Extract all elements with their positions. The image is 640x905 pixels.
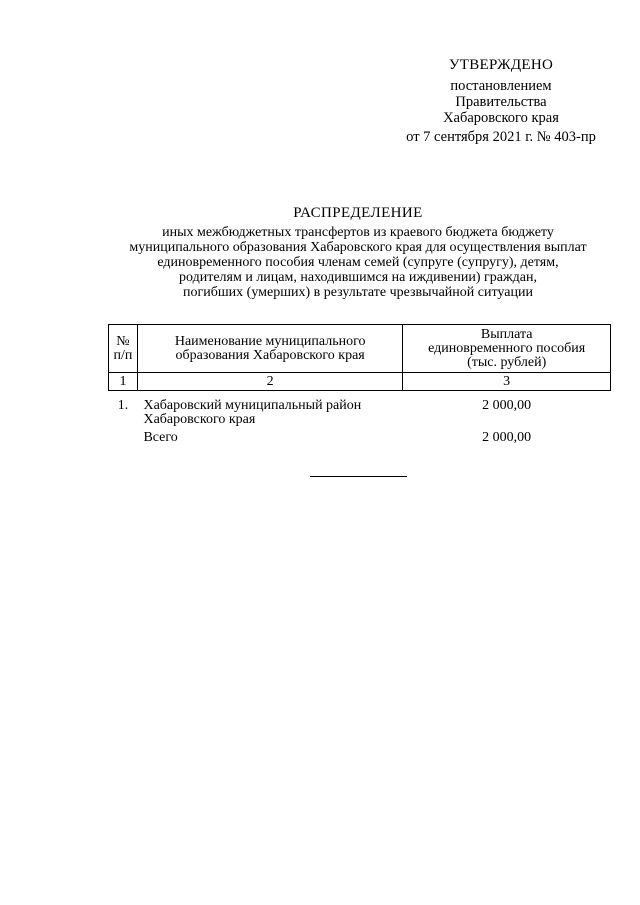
row-amount: 2 000,00 bbox=[482, 398, 532, 413]
approval-line-region: Хабаровского края bbox=[443, 110, 559, 126]
end-of-document-rule bbox=[310, 476, 407, 477]
approval-date: от 7 сентября 2021 г. № 403-пр bbox=[406, 129, 596, 145]
table-header-row bbox=[109, 325, 611, 373]
column-number-cell: 1 bbox=[109, 373, 138, 391]
header-amount bbox=[403, 325, 611, 373]
subtitle-line: погибших (умерших) в результате чрезвычайной ситуации bbox=[183, 285, 533, 300]
subtitle-line: единовременного пособия членам семей (супруге (супругу), детям, bbox=[157, 255, 559, 270]
total-number-empty bbox=[109, 427, 138, 445]
header-municipality bbox=[137, 325, 402, 373]
document-subtitle bbox=[100, 225, 616, 300]
approval-stamp bbox=[395, 57, 607, 145]
document-title-block bbox=[100, 204, 616, 300]
approval-heading: УТВЕРЖДЕНО bbox=[448, 57, 554, 73]
header-number-line2: п/п bbox=[113, 347, 133, 363]
table-row bbox=[109, 391, 611, 428]
header-municipality-line1: Наименование муниципального bbox=[174, 333, 366, 349]
total-amount: 2 000,00 bbox=[482, 430, 532, 445]
row-municipality-line1: Хабаровский муниципальный район bbox=[143, 398, 362, 413]
subtitle-line: родителям и лицам, находившимся на иждивении) граждан, bbox=[179, 270, 537, 285]
approval-line-government: Правительства bbox=[455, 94, 547, 110]
subtitle-line: иных межбюджетных трансфертов из краевого бюджета бюджету bbox=[162, 225, 554, 240]
header-amount-line3: (тыс. рублей) bbox=[467, 354, 547, 370]
column-number-cell: 2 bbox=[137, 373, 402, 391]
total-label: Всего bbox=[143, 430, 178, 445]
header-municipality-line2: образования Хабаровского края bbox=[175, 347, 365, 363]
document-title: РАСПРЕДЕЛЕНИЕ bbox=[293, 205, 423, 221]
row-municipality bbox=[137, 391, 402, 428]
row-municipality-line2: Хабаровского края bbox=[143, 412, 256, 427]
total-row bbox=[109, 427, 611, 445]
distribution-table bbox=[108, 324, 611, 445]
subtitle-line: муниципального образования Хабаровского края для осуществления выплат bbox=[129, 240, 587, 255]
header-amount-line1: Выплата bbox=[480, 326, 533, 342]
column-number-row bbox=[109, 373, 611, 391]
header-number bbox=[109, 325, 138, 373]
header-amount-line2: единовременного пособия bbox=[428, 340, 586, 356]
column-number-cell: 3 bbox=[403, 373, 611, 391]
header-number-line1: № bbox=[116, 333, 130, 349]
row-number: 1. bbox=[117, 398, 129, 413]
approval-line-decree: постановлением bbox=[450, 78, 552, 94]
